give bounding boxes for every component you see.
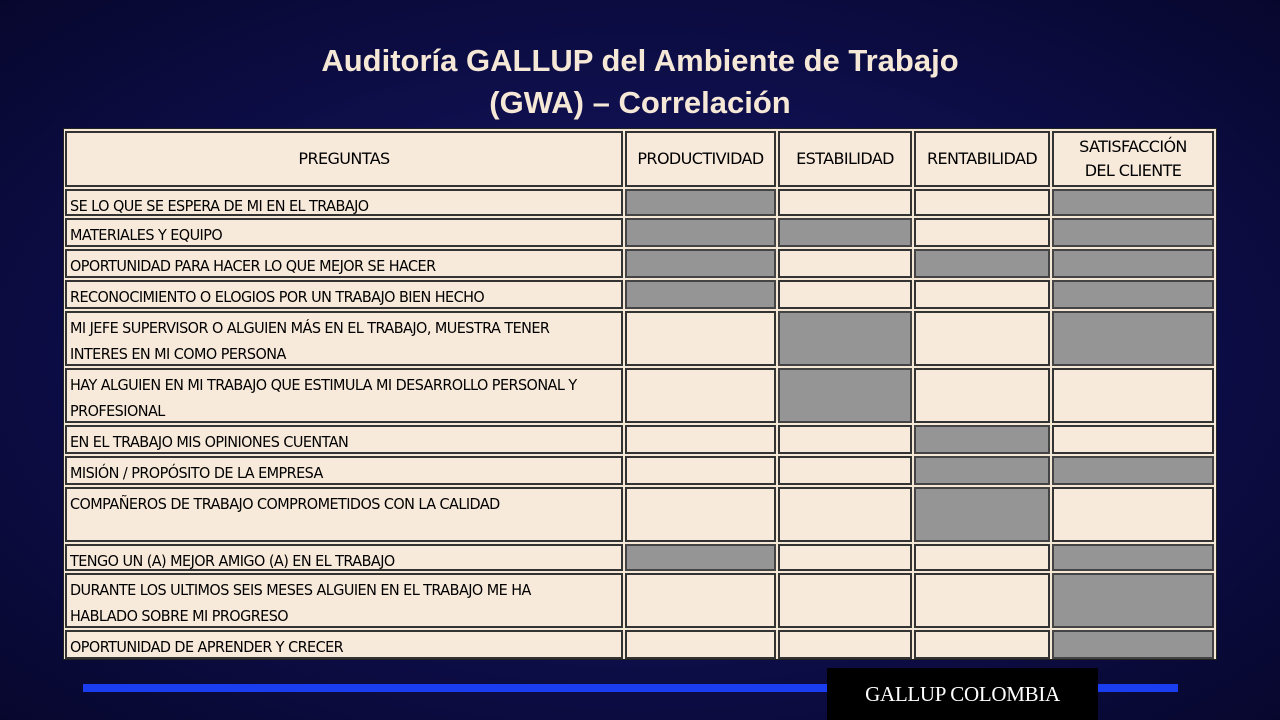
correlation-cell-rentabilidad-empty <box>914 573 1050 628</box>
header-label: PREGUNTAS <box>298 149 390 168</box>
correlation-cell-estabilidad-empty <box>778 487 912 542</box>
correlation-cell-estabilidad-empty <box>778 189 912 216</box>
question-cell <box>65 368 623 423</box>
question-cell <box>65 456 623 485</box>
correlation-cell-productividad-empty <box>625 630 776 659</box>
question-cell <box>65 218 623 247</box>
question-text: HAY ALGUIEN EN MI TRABAJO QUE ESTIMULA MI DESARROLLO PERSONAL Y PROFESIONAL <box>70 376 577 420</box>
correlation-cell-estabilidad-empty <box>778 456 912 485</box>
correlation-cell-satisfaccion-cliente-empty <box>1052 368 1214 423</box>
header-productividad <box>625 131 776 187</box>
header-satisfaccion-cliente <box>1052 131 1214 187</box>
header-preguntas <box>65 131 623 187</box>
question-text: SE LO QUE SE ESPERA DE MI EN EL TRABAJO <box>70 197 369 215</box>
correlation-cell-estabilidad-shaded <box>778 368 912 423</box>
correlation-cell-rentabilidad-shaded <box>914 487 1050 542</box>
correlation-cell-satisfaccion-cliente-shaded <box>1052 280 1214 309</box>
correlation-cell-estabilidad-empty <box>778 425 912 454</box>
question-text: DURANTE LOS ULTIMOS SEIS MESES ALGUIEN EN EL TRABAJO ME HA HABLADO SOBRE MI PROGRESO <box>70 581 531 625</box>
question-cell <box>65 425 623 454</box>
correlation-cell-productividad-empty <box>625 425 776 454</box>
question-text: OPORTUNIDAD PARA HACER LO QUE MEJOR SE HACER <box>70 257 436 275</box>
question-cell <box>65 280 623 309</box>
correlation-cell-productividad-shaded <box>625 280 776 309</box>
header-rentabilidad <box>914 131 1050 187</box>
correlation-cell-productividad-empty <box>625 311 776 366</box>
correlation-cell-productividad-empty <box>625 368 776 423</box>
correlation-cell-satisfaccion-cliente-shaded <box>1052 189 1214 216</box>
correlation-cell-satisfaccion-cliente-shaded <box>1052 249 1214 278</box>
correlation-cell-rentabilidad-shaded <box>914 456 1050 485</box>
correlation-cell-rentabilidad-empty <box>914 368 1050 423</box>
footer-brand: GALLUP COLOMBIA <box>827 668 1098 720</box>
correlation-cell-rentabilidad-shaded <box>914 425 1050 454</box>
correlation-cell-productividad-shaded <box>625 249 776 278</box>
header-label: ESTABILIDAD <box>796 149 894 168</box>
correlation-cell-productividad-shaded <box>625 218 776 247</box>
question-cell <box>65 311 623 366</box>
correlation-cell-productividad-empty <box>625 487 776 542</box>
question-text: RECONOCIMIENTO O ELOGIOS POR UN TRABAJO BIEN HECHO <box>70 288 485 306</box>
correlation-cell-productividad-empty <box>625 456 776 485</box>
correlation-cell-rentabilidad-empty <box>914 189 1050 216</box>
correlation-cell-satisfaccion-cliente-shaded <box>1052 311 1214 366</box>
question-text: MI JEFE SUPERVISOR O ALGUIEN MÁS EN EL TRABAJO, MUESTRA TENER INTERES EN MI COMO PERSONA <box>70 319 550 363</box>
correlation-cell-productividad-empty <box>625 573 776 628</box>
correlation-cell-rentabilidad-empty <box>914 544 1050 571</box>
correlation-cell-satisfaccion-cliente-empty <box>1052 487 1214 542</box>
correlation-cell-rentabilidad-empty <box>914 311 1050 366</box>
header-label: RENTABILIDAD <box>926 149 1038 168</box>
header-label: PRODUCTIVIDAD <box>637 149 764 168</box>
correlation-cell-rentabilidad-empty <box>914 280 1050 309</box>
correlation-cell-estabilidad-shaded <box>778 218 912 247</box>
correlation-cell-rentabilidad-empty <box>914 218 1050 247</box>
correlation-cell-estabilidad-empty <box>778 249 912 278</box>
correlation-table <box>63 128 1217 660</box>
question-cell <box>65 573 623 628</box>
question-cell <box>65 487 623 542</box>
question-cell <box>65 249 623 278</box>
correlation-cell-estabilidad-empty <box>778 573 912 628</box>
question-text: MISIÓN / PROPÓSITO DE LA EMPRESA <box>70 464 323 482</box>
question-text: TENGO UN (A) MEJOR AMIGO (A) EN EL TRABAJO <box>70 552 395 570</box>
question-text: EN EL TRABAJO MIS OPINIONES CUENTAN <box>70 433 349 451</box>
question-text: COMPAÑEROS DE TRABAJO COMPROMETIDOS CON LA CALIDAD <box>70 495 500 513</box>
title-line-1: Auditoría GALLUP del Ambiente de Trabajo <box>321 43 959 78</box>
question-cell <box>65 544 623 571</box>
header-estabilidad <box>778 131 912 187</box>
correlation-cell-satisfaccion-cliente-shaded <box>1052 630 1214 659</box>
question-text: MATERIALES Y EQUIPO <box>70 226 223 244</box>
question-cell <box>65 630 623 659</box>
correlation-cell-satisfaccion-cliente-shaded <box>1052 218 1214 247</box>
correlation-cell-satisfaccion-cliente-shaded <box>1052 573 1214 628</box>
title-line-2: (GWA) – Correlación <box>489 85 791 120</box>
correlation-cell-productividad-shaded <box>625 189 776 216</box>
question-text: OPORTUNIDAD DE APRENDER Y CRECER <box>70 638 344 656</box>
correlation-cell-estabilidad-empty <box>778 630 912 659</box>
header-label: SATISFACCIÓN DEL CLIENTE <box>1079 137 1187 180</box>
correlation-cell-satisfaccion-cliente-shaded <box>1052 544 1214 571</box>
question-cell <box>65 189 623 216</box>
correlation-cell-estabilidad-shaded <box>778 311 912 366</box>
correlation-cell-satisfaccion-cliente-shaded <box>1052 456 1214 485</box>
correlation-cell-estabilidad-empty <box>778 544 912 571</box>
footer-rule-right <box>1098 684 1178 692</box>
footer-rule-left <box>83 684 827 692</box>
correlation-cell-satisfaccion-cliente-empty <box>1052 425 1214 454</box>
correlation-cell-estabilidad-empty <box>778 280 912 309</box>
correlation-cell-rentabilidad-shaded <box>914 249 1050 278</box>
slide-title <box>0 40 1280 124</box>
correlation-cell-rentabilidad-empty <box>914 630 1050 659</box>
correlation-cell-productividad-shaded <box>625 544 776 571</box>
